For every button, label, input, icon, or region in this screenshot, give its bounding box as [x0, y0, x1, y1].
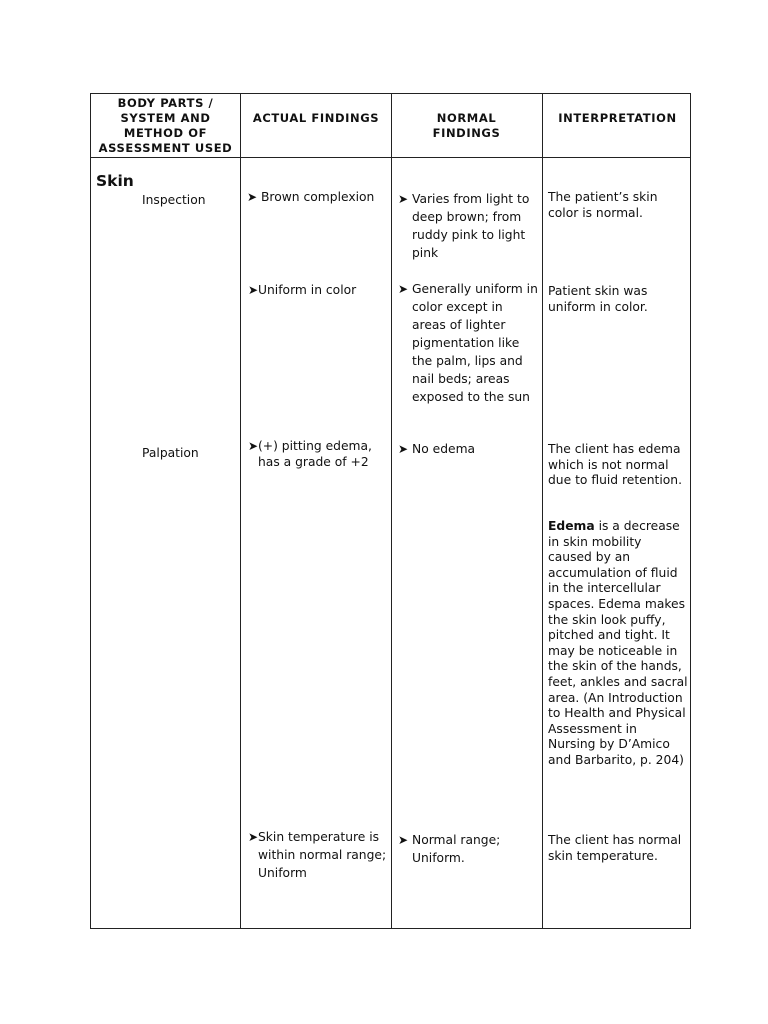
method-inspection: Inspection	[142, 193, 206, 207]
normal-finding-text: Generally uniform in color except in areas of lighter pigmentation like the palm, lips and nail beds; areas exposed to the sun	[412, 282, 538, 404]
arrow-bullet-icon: ➤	[248, 439, 259, 453]
section-title-skin: Skin	[96, 172, 134, 190]
arrow-bullet-icon: ➤	[248, 283, 259, 297]
normal-finding-2	[398, 280, 540, 406]
method-palpation: Palpation	[142, 446, 199, 460]
header-normal-findings: NORMAL FINDINGS	[432, 111, 501, 140]
header-body-parts: BODY PARTS / SYSTEM AND METHOD OF ASSESSMENT USED	[98, 95, 233, 155]
column-divider	[391, 94, 392, 928]
arrow-bullet-icon: ➤	[398, 442, 409, 456]
normal-finding-3	[398, 442, 540, 458]
arrow-bullet-icon: ➤	[398, 833, 409, 847]
normal-finding-text: Normal range; Uniform.	[412, 833, 501, 865]
arrow-bullet-icon: ➤	[248, 830, 259, 844]
actual-finding-3	[248, 439, 388, 470]
normal-finding-1	[398, 190, 540, 262]
actual-finding-text: Brown complexion	[261, 190, 375, 204]
column-divider	[542, 94, 543, 928]
actual-finding-2	[248, 283, 388, 299]
normal-finding-text: Varies from light to deep brown; from ruddy pink to light pink	[412, 192, 530, 260]
edema-note-text: is a decrease in skin mobility caused by an accumulation of fluid in the intercellular spaces. Edema makes the skin look puffy, pitched and tight. It may be noticeable in the skin of the hands, feet, ankles and sacral area. (An Introduction to Health and Physical Assessment in Nursing by D’Amico and Barbarito, p. 204)	[548, 519, 688, 767]
actual-finding-text: Uniform in color	[258, 283, 357, 297]
edema-note	[548, 519, 688, 769]
interpretation-3: The client has edema which is not normal due to fluid retention.	[548, 442, 682, 488]
interpretation-1: The patient’s skin color is normal.	[548, 190, 658, 220]
header-interpretation: INTERPRETATION	[558, 111, 677, 125]
arrow-bullet-icon: ➤	[398, 282, 409, 296]
edema-term: Edema	[548, 519, 595, 533]
actual-finding-1	[247, 190, 387, 206]
interpretation-2: Patient skin was uniform in color.	[548, 284, 648, 314]
header-actual-findings: ACTUAL FINDINGS	[252, 111, 380, 125]
actual-finding-text: (+) pitting edema, has a grade of +2	[258, 439, 372, 469]
arrow-bullet-icon: ➤	[247, 190, 258, 204]
normal-finding-4	[398, 831, 540, 867]
normal-finding-text: No edema	[412, 442, 476, 456]
column-divider	[240, 94, 241, 928]
interpretation-4: The client has normal skin temperature.	[548, 833, 682, 863]
arrow-bullet-icon: ➤	[398, 192, 409, 206]
actual-finding-text: Skin temperature is within normal range; Uniform	[258, 830, 387, 880]
actual-finding-4	[248, 828, 388, 882]
header-divider	[91, 157, 690, 158]
